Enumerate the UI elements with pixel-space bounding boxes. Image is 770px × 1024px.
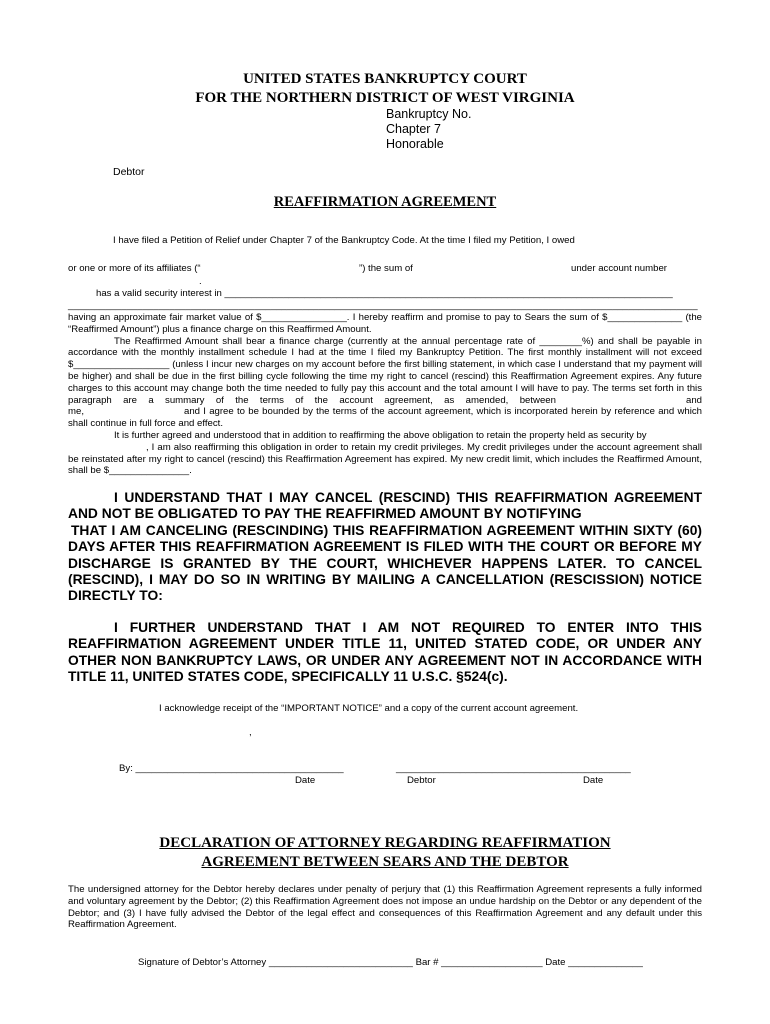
declaration-text: The undersigned attorney for the Debtor hereby declares under penalty of perjury that (1) this Reaffirmation Agreement represents a fully informed and voluntary agreement by the Debtor; (2) this Reaffirmation Agreement does not impose an undue hardship on the Debtor or any dependent of the Debtor; and (3) I have fully advised the Debtor of the legal effect and consequences of this Reaffirmation Agreement and any default under this Reaffirmation Agreement.	[68, 884, 702, 931]
affiliates-text-a: or one or more of its affiliates (“	[68, 263, 201, 274]
and-word: and	[685, 394, 702, 406]
rescission-notice-part1: I UNDERSTAND THAT I MAY CANCEL (RESCIND) THIS REAFFIRMATION AGREEMENT AND NOT BE OBLIGATED TO PAY THE REAFFIRMED AMOUNT BY NOTIFYING	[68, 490, 702, 522]
comma-mark: ,	[249, 727, 252, 738]
agreement-body	[68, 312, 702, 477]
period-mark: .	[199, 276, 202, 287]
court-district: FOR THE NORTHERN DISTRICT OF WEST VIRGINIA	[195, 90, 575, 106]
paragraph-credit-privileges	[68, 442, 702, 477]
rescission-notice-part2: THAT I AM CANCELING (RESCINDING) THIS REAFFIRMATION AGREEMENT WITHIN SIXTY (60) DAYS AFTER THIS REAFFIRMATION AGREEMENT IS FILED WITH THE COURT OR BEFORE MY DISCHARGE IS GRANTED BY THE COURT, WHICHEVER HAPPENS LATER. TO CANCEL (RESCIND), I MAY DO SO IN WRITING BY MAILING A CANCELLATION (RESCISSION) NOTICE DIRECTLY TO:	[68, 522, 702, 604]
date-label-2: Date	[583, 775, 604, 786]
credit-privileges-text: , I am also reaffirming this obligation in order to retain my credit privileges. My credit privileges under the account agreement shall be reinstated after my right to cancel (rescind) this Reaffirmation Agreement has expired. My new credit limit, which includes the Reaffirmed Amount, shall be $_______________.	[68, 441, 702, 477]
debtor-label: Debtor	[113, 166, 145, 178]
finance-charge-text: The Reaffirmed Amount shall bear a finance charge (currently at the annual percentage rate of ________%) and shall be payable in accordance with the monthly installment schedule I had at the time I filed my Bankruptcy Petition. The first monthly installment will not exceed $__________________ (unless I incur new charges on my account before the first billing statement, in which case I understand that my payment will be higher) and shall be due in the first billing cycle following the time my right to cancel (rescind) this Reaffirmation Agreement expires. Any future charges to this account may change both the time needed to fully pay this account and the total amount I will have to pay. The terms set forth in this paragraph are a summary of the terms of the account agreement, as amended, between	[68, 335, 702, 406]
not-required-notice-text: I FURTHER UNDERSTAND THAT I AM NOT REQUIRED TO ENTER INTO THIS REAFFIRMATION AGREEMENT UNDER TITLE 11, UNITED STATED CODE, OR UNDER ANY OTHER NON BANKRUPTCY LAWS, OR UNDER ANY AGREEMENT NOT IN ACCORDANCE WITH TITLE 11, UNITED STATES CODE, SPECIFICALLY 11 U.S.C. §524(c).	[68, 620, 702, 685]
chapter-label: Chapter 7	[386, 122, 441, 136]
debtor-signature-line[interactable]: ____________________________________________	[396, 763, 631, 774]
declaration-body	[68, 884, 702, 931]
me-word: me,	[68, 406, 84, 418]
declaration-title-line2: AGREEMENT BETWEEN SEARS AND THE DEBTOR	[201, 854, 569, 870]
paragraph-fair-market-value: having an approximate fair market value of $________________. I hereby reaffirm and promise to pay to Sears the sum of $______________ (the “Reaffirmed Amount”) plus a finance charge on this Reaffirmed Amount.	[68, 312, 702, 335]
blank-underline: ______________________________________________________________________________________________________________________	[68, 300, 698, 311]
debtor-signature-label: Debtor	[407, 775, 436, 786]
account-terms-text: and I agree to be bounded by the terms of the account agreement, which is incorporated herein by reference and which shall continue in full force and effect.	[68, 406, 702, 430]
paragraph-security-intro: It is further agreed and understood that in addition to reaffirming the above obligation to retain the property held as security by	[114, 429, 647, 441]
paragraph-finance-charge	[68, 336, 702, 407]
attorney-signature-line[interactable]: Signature of Debtor’s Attorney ___________________________ Bar # ___________________ Date ______________	[138, 957, 643, 968]
security-interest-line: has a valid security interest in ____________________________________________________________________________________	[96, 288, 673, 299]
by-signature-line[interactable]: By: _______________________________________	[119, 763, 344, 774]
account-number-label: under account number	[571, 263, 667, 274]
court-name: UNITED STATES BANKRUPTCY COURT	[243, 71, 527, 87]
paragraph-account-terms	[68, 406, 702, 430]
acknowledge-text: I acknowledge receipt of the “IMPORTANT NOTICE” and a copy of the current account agreement.	[159, 703, 579, 714]
not-required-notice	[68, 620, 702, 686]
date-label-1: Date	[295, 775, 316, 786]
rescission-notice	[68, 490, 702, 605]
bankruptcy-number-label: Bankruptcy No.	[386, 107, 472, 121]
declaration-title-line1: DECLARATION OF ATTORNEY REGARDING REAFFIRMATION	[159, 835, 611, 851]
honorable-label: Honorable	[386, 137, 444, 151]
agreement-title: REAFFIRMATION AGREEMENT	[273, 194, 497, 210]
affiliates-text-b: ”) the sum of	[359, 263, 413, 274]
intro-text: I have filed a Petition of Relief under Chapter 7 of the Bankruptcy Code. At the time I filed my Petition, I owed	[113, 235, 575, 246]
